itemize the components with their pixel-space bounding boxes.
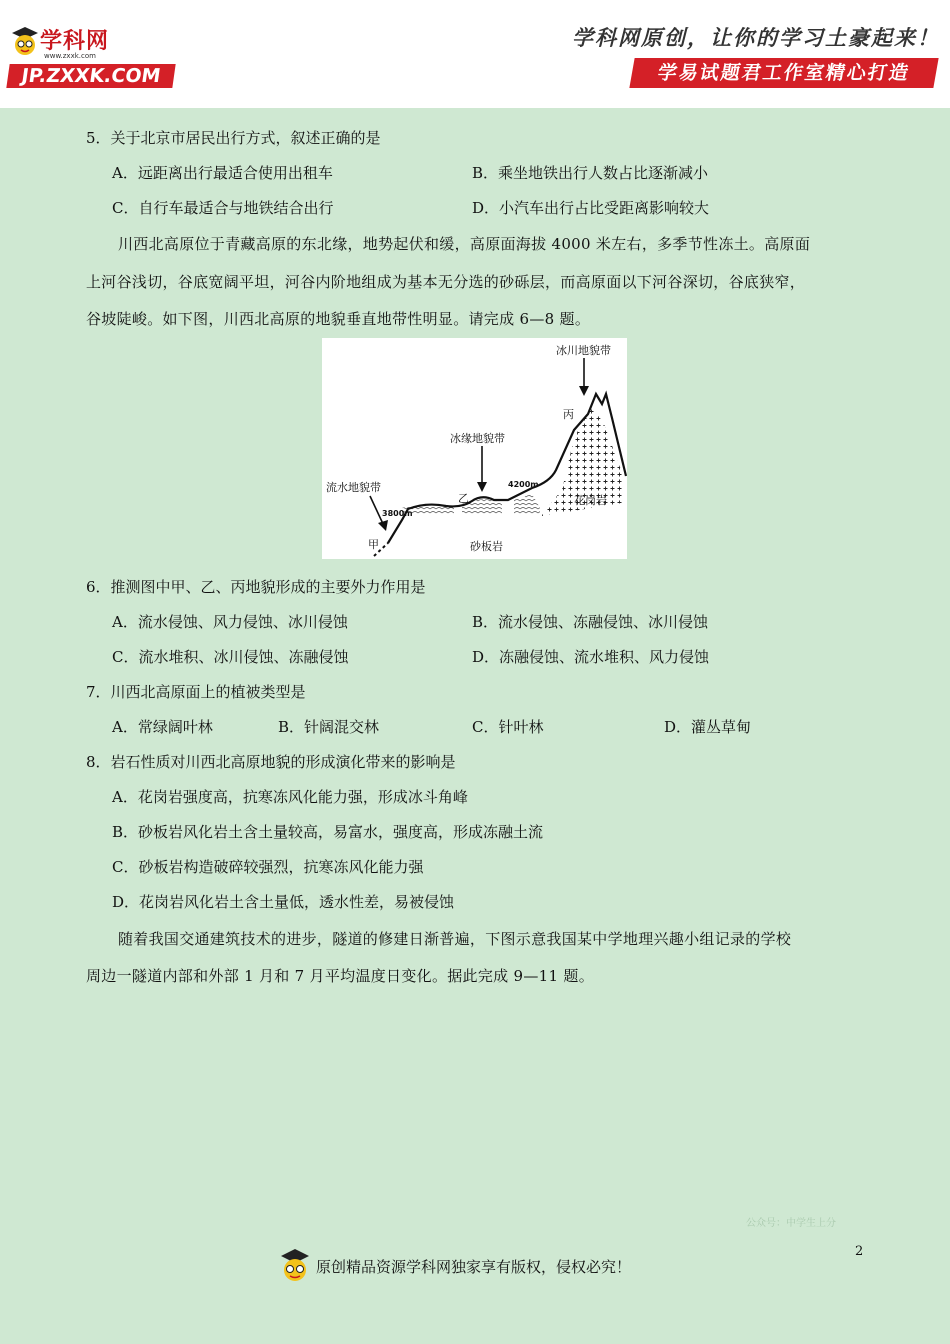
glacier-arrowhead (579, 386, 589, 396)
q7-option-b: B．针阔混交林 (278, 718, 380, 736)
periglacial-arrowhead (477, 482, 487, 492)
elevation-high-label: 4200m (508, 480, 539, 489)
q5-option-b: B．乘坐地铁出行人数占比逐渐减小 (472, 164, 709, 182)
q6-option-c: C．流水堆积、冰川侵蚀、冻融侵蚀 (112, 648, 349, 666)
q5-option-c: C．自行车最适合与地铁结合出行 (112, 199, 334, 217)
watermark: 公众号：中学生上分 (746, 1218, 836, 1229)
point-yi-label: 乙 (458, 492, 469, 505)
mascot-icon (10, 24, 40, 58)
point-jia-label: 甲 (368, 538, 379, 551)
header-slogan: 学科网原创，让你的学习土豪起来！ (572, 25, 940, 50)
q6-option-b: B．流水侵蚀、冻融侵蚀、冰川侵蚀 (472, 613, 709, 631)
landform-profile-figure (322, 338, 627, 559)
q7-option-a: A．常绿阔叶林 (112, 718, 213, 736)
studio-banner: 学易试题君工作室精心打造 (629, 58, 938, 88)
glacier-zone-label: 冰川地貌带 (556, 344, 611, 357)
q7-stem: 7．川西北高原面上的植被类型是 (86, 683, 306, 701)
q5-stem: 5．关于北京市居民出行方式，叙述正确的是 (86, 129, 381, 147)
point-bing-label: 丙 (563, 408, 574, 421)
footer-copyright: 原创精品资源学科网独家享有版权，侵权必究！ (316, 1258, 632, 1276)
q8-stem: 8．岩石性质对川西北高原地貌的形成演化带来的影响是 (86, 753, 456, 771)
q5-option-a: A．远距离出行最适合使用出租车 (112, 164, 333, 182)
fluvial-arrowhead (378, 520, 388, 531)
q5-option-d: D．小汽车出行占比受距离影响较大 (472, 199, 710, 217)
passage1-line1: 川西北高原位于青藏高原的东北缘，地势起伏和缓，高原面海拔 4000 米左右，多季节性冻土。高原面 (118, 235, 811, 253)
passage1-line2: 上河谷浅切，谷底宽阔平坦，河谷内阶地组成为基本无分选的砂砾层，而高原面以下河谷深切，谷底狭窄， (86, 273, 806, 291)
q8-option-b: B．砂板岩风化岩土含土量较高，易富水，强度高，形成冻融土流 (112, 823, 544, 841)
fluvial-zone-label: 流水地貌带 (326, 481, 381, 494)
logo-text: 学科网 (40, 29, 110, 54)
q8-option-c: C．砂板岩构造破碎较强烈，抗寒冻风化能力强 (112, 858, 424, 876)
passage2-line2: 周边一隧道内部和外部 1 月和 7 月平均温度日变化。据此完成 9—11 题。 (86, 967, 595, 985)
logo-url: www.zxxk.com (44, 52, 96, 60)
q8-option-d: D．花岗岩风化岩土含土量低，透水性差，易被侵蚀 (112, 893, 455, 911)
page-header (0, 0, 950, 108)
q8-option-a: A．花岗岩强度高，抗寒冻风化能力强，形成冰斗角峰 (112, 788, 468, 806)
page-number: 2 (855, 1244, 864, 1259)
slate-label: 砂板岩 (470, 540, 503, 553)
passage2-line1: 随着我国交通建筑技术的进步，隧道的修建日渐普遍，下图示意我国某中学地理兴趣小组记录的学校 (118, 930, 792, 948)
slate-block (514, 494, 540, 515)
logo-domain: JP.ZXXK.COM (6, 64, 175, 88)
passage1-line3: 谷坡陡峻。如下图，川西北高原的地貌垂直地带性明显。请完成 6—8 题。 (86, 310, 591, 328)
q6-option-d: D．冻融侵蚀、流水堆积、风力侵蚀 (472, 648, 710, 666)
granite-label: 花岗岩 (574, 494, 607, 507)
q6-option-a: A．流水侵蚀、风力侵蚀、冰川侵蚀 (112, 613, 348, 631)
periglacial-zone-label: 冰缘地貌带 (450, 432, 505, 445)
elevation-low-label: 3800m (382, 509, 413, 518)
mascot-icon (278, 1246, 312, 1284)
q7-option-d: D．灌丛草甸 (664, 718, 752, 736)
q6-stem: 6．推测图中甲、乙、丙地貌形成的主要外力作用是 (86, 578, 426, 596)
q7-option-c: C．针叶林 (472, 718, 544, 736)
